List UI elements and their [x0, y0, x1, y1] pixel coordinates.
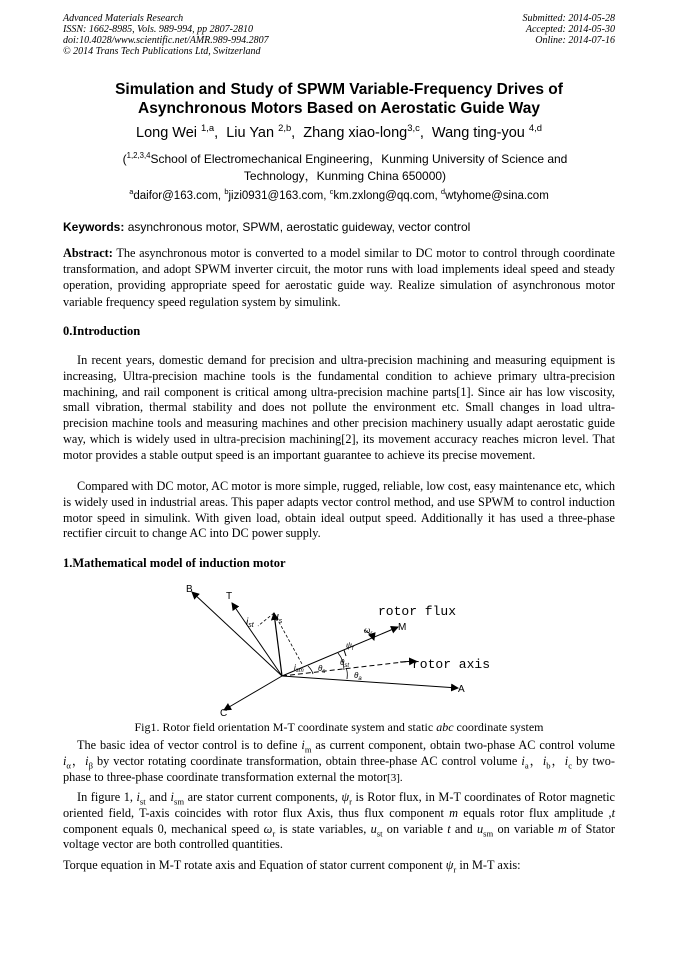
- section-heading-model: 1.Mathematical model of induction motor: [63, 556, 286, 570]
- email-list: $^a$daifor@163.com, $^b$jizi0931@163.com, $^c$km.zxlong@qq.com, $^d$wtyhome@sina.com: [129, 187, 549, 202]
- label-omega: $\omega_r$: [364, 626, 373, 637]
- issn-line: ISSN: 1662-8985, Vols. 989-994, pp 2807-2810: [63, 24, 253, 35]
- email-link[interactable]: daifor@163.com,: [133, 190, 225, 202]
- label-m: M: [398, 622, 407, 633]
- label-rotor-flux: rotor flux: [378, 604, 457, 619]
- keywords-label: Keywords:: [63, 220, 125, 234]
- journal-name: Advanced Materials Research: [63, 13, 184, 24]
- body-paragraph-4: In figure 1, $i_{st}$ and $i_{sm}$ are stator current components, $\psi_r$ is Rotor flux, in M-T coordinates of Rotor magnetic oriented field, T-axis coincides with rotor flux Axis, thus flux component m equals rotor flux amplitude ,t component equals 0, mechanical speed $\omega_r$ is state variables, $u_{st}$ on variable t and $u_{sm}$ on variable m of Stator voltage vector are both controlled quantities.: [63, 790, 616, 852]
- copyright-line: © 2014 Trans Tech Publications Ltd, Switzerland: [63, 46, 261, 57]
- journal-info: [63, 13, 269, 57]
- label-psi: $\psi_r$: [346, 641, 354, 652]
- axis-b: [192, 592, 282, 676]
- label-theta-a: $\theta_a$: [354, 671, 362, 682]
- label-theta-st: $\theta_{st}$: [340, 658, 350, 669]
- axis-c: [224, 676, 282, 710]
- author-name: Zhang xiao-long: [303, 125, 408, 141]
- author-list: Long Wei $^{1,a}$, Liu Yan $^{2,b}$, Zhang xiao-long$^{3,c}$, Wang ting-you $^{4,d}$: [136, 122, 542, 141]
- email-link[interactable]: jizi0931@163.com,: [228, 190, 330, 202]
- label-b: B: [186, 584, 193, 595]
- label-ist: $i_{st}$: [246, 617, 254, 629]
- paper-title: Simulation and Study of SPWM Variable-Frequency Drives of Asynchronous Motors Based on Aerostatic Guide Way: [115, 81, 563, 117]
- dates-info: [523, 13, 616, 46]
- affiliation: ($^{1,2,3,4}$School of Electromechanical Engineering，Kunming University of Science and Technology，Kunming China 650000): [122, 151, 568, 183]
- vector-diagram: [168, 578, 508, 718]
- abstract-text: The asynchronous motor is converted to a model similar to DC motor to control through coordinate transformation, and adopt SPWM inverter circuit, the motor runs with load implements ideal speed and steady operation, providing appropriate speed for aerostatic guide way. Realize simulation of asynchronous motor variable frequency speed regulation system by simulink.: [63, 246, 615, 309]
- section-heading-introduction: 0.Introduction: [63, 324, 141, 338]
- psi-tick: [344, 650, 346, 656]
- label-ism: $i_{sm}$: [294, 663, 304, 674]
- submitted-date: Submitted: 2014-05-28: [522, 13, 615, 24]
- author-name: Liu Yan: [226, 125, 279, 141]
- label-c: C: [220, 708, 228, 718]
- label-t: T: [226, 591, 233, 602]
- email-link[interactable]: wtyhome@sina.com: [445, 190, 549, 202]
- online-date: Online: 2014-07-16: [535, 35, 615, 46]
- theta-a-arc: [346, 668, 347, 679]
- intro-paragraph-1: In recent years, domestic demand for precision and ultra-precision machining and measuring equipment is increasing, Ultra-precision machine tools is the fundamental condition to achieve primary ultra-precision machining, and rail component is critical among ultra-precision machine parts[1]. Since air has low viscosity, small vibration, thermal stability and does not pollute the environment etc. Small changes in load ultra-precision machine tools and measuring machines and other precision machinery usually adapt aerostatic guide way, which is widely used in ultra-precision machining[2], its movement accuracy reaches micron level. That motor provides a stable output speed is an important guarantee to achieve its precise movement.: [63, 353, 615, 462]
- axis-a: [282, 676, 458, 688]
- projection-ist: [258, 613, 274, 626]
- body-paragraph-3: The basic idea of vector control is to define $i_m$ as current component, obtain two-phase AC control volume $i_\alpha$，$i_\beta$ by vector rotating coordinate transformation, obtain three-phase AC control volume $i_a$，$i_b$，$i_c$ by two-phase to three-phase coordinate transformation external the motor[3].: [63, 738, 616, 784]
- abstract-label: Abstract:: [63, 246, 113, 260]
- doi-line: doi:10.4028/www.scientific.net/AMR.989-994.2807: [63, 35, 269, 46]
- author-name: Long Wei: [136, 125, 202, 141]
- author-name: Wang ting-you: [431, 125, 529, 141]
- intro-paragraph-2: Compared with DC motor, AC motor is more simple, rugged, reliable, low cost, easy maintenance etc, which is widely used in industrial areas. This paper adapts vector control method, and use SPWM to control induction motor speed in simulink. With given load, obtain ideal output speed. Additionally it has used a three-phase rectifier circuit to change AC into DC power supply.: [63, 479, 615, 541]
- body-paragraph-5: Torque equation in M-T rotate axis and Equation of stator current component $\psi_r$ in M-T axis:: [63, 858, 521, 875]
- label-is: $I_s$: [276, 613, 283, 625]
- label-theta-s: $\theta_s$: [318, 664, 326, 675]
- email-link[interactable]: km.zxlong@qq.com,: [333, 190, 441, 202]
- label-a: A: [458, 684, 465, 695]
- label-rotor-axis: rotor axis: [412, 657, 491, 672]
- figure-caption: Fig1. Rotor field orientation M-T coordinate system and static abc coordinate system: [134, 720, 544, 734]
- keywords: [63, 220, 615, 234]
- keywords-text: asynchronous motor, SPWM, aerostatic guideway, vector control: [124, 220, 471, 234]
- abstract: [63, 245, 615, 310]
- accepted-date: Accepted: 2014-05-30: [525, 24, 615, 35]
